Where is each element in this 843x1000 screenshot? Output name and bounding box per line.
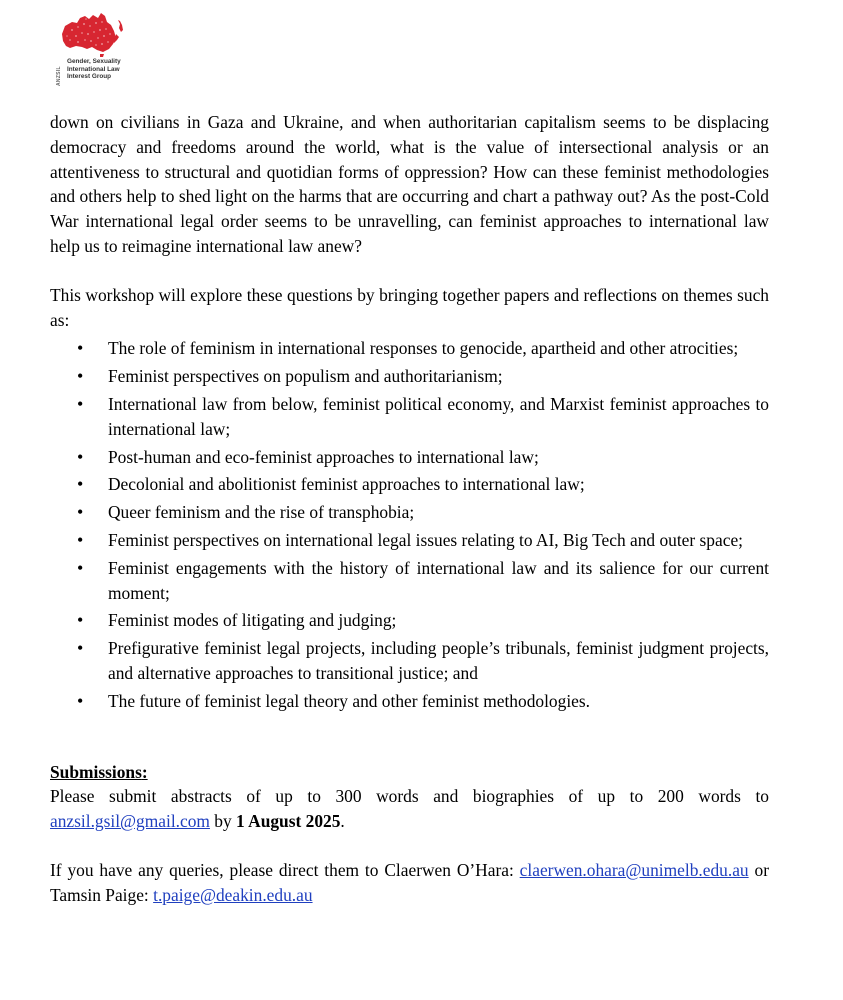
theme-item: • International law from below, feminist political economy, and Marxist feminist approaches to international law; [50,392,769,442]
theme-item: • Feminist perspectives on populism and authoritarianism; [50,364,769,389]
queries-text: If you have any queries, please direct them to Claerwen O’Hara: [50,859,520,880]
submissions-heading-colon: : [141,761,148,782]
logo-wordmark [67,58,121,81]
submissions-email-link[interactable]: anzsil.gsil@gmail.com [50,811,210,832]
contact-email-link-paige[interactable]: t.paige@deakin.edu.au [153,884,313,905]
theme-item: • Queer feminism and the rise of transphobia; [50,500,769,525]
theme-item: • Feminist engagements with the history of international law and its salience for our current moment; [50,556,769,606]
submissions-paragraph [50,784,769,834]
themes-list [50,336,769,713]
theme-item: • Feminist modes of litigating and judging; [50,608,769,633]
submissions-text-end: . [340,811,345,832]
intro-paragraph: down on civilians in Gaza and Ukraine, and when authoritarian capitalism seems to be displacing democracy and freedoms around the world, what is the value of intersectional analysis or an attentiveness to structural and quotidian forms of oppression? How can these feminist methodologies and others help to shed light on the harms that are occurring and chart a pathway out? As the post-Cold War international legal order seems to be unravelling, can feminist approaches to international law help us to reimagine international law anew? [50,112,769,256]
contact-email-link-ohara[interactable]: claerwen.ohara@unimelb.edu.au [519,859,749,880]
theme-item: • Post-human and eco-feminist approaches to international law; [50,445,769,470]
theme-item: • Feminist perspectives on international legal issues relating to AI, Big Tech and outer space; [50,528,769,553]
australia-map-icon [58,10,128,58]
theme-item: • Prefigurative feminist legal projects, including people’s tribunals, feminist judgment projects, and alternative approaches to transitional justice; and [50,636,769,686]
queries-paragraph [50,858,769,908]
logo-line: Gender, Sexuality [67,58,121,65]
submissions-heading [50,760,769,785]
queries-text-middle: or Tamsin Paige: [50,859,769,905]
theme-item: • The role of feminism in international responses to genocide, apartheid and other atrocities; [50,336,769,361]
logo-side-label: ANZSIL [56,66,62,86]
logo-line: International Law [67,65,120,73]
workshop-intro-paragraph: This workshop will explore these questions by bringing together papers and reflections on themes such as: [50,284,769,330]
theme-item: • The future of feminist legal theory and other feminist methodologies. [50,689,769,714]
anzsil-logo [52,10,152,86]
submissions-heading-text: Submissions [50,761,142,782]
submissions-text-middle: by [209,811,237,832]
document-body [50,110,769,908]
submission-deadline: 1 August 2025 [236,811,341,832]
submissions-text: Please submit abstracts of up to 300 words and biographies of up to 200 words to [50,786,769,807]
theme-item: • Decolonial and abolitionist feminist approaches to international law; [50,472,769,497]
logo-line: Interest Group [67,73,112,81]
